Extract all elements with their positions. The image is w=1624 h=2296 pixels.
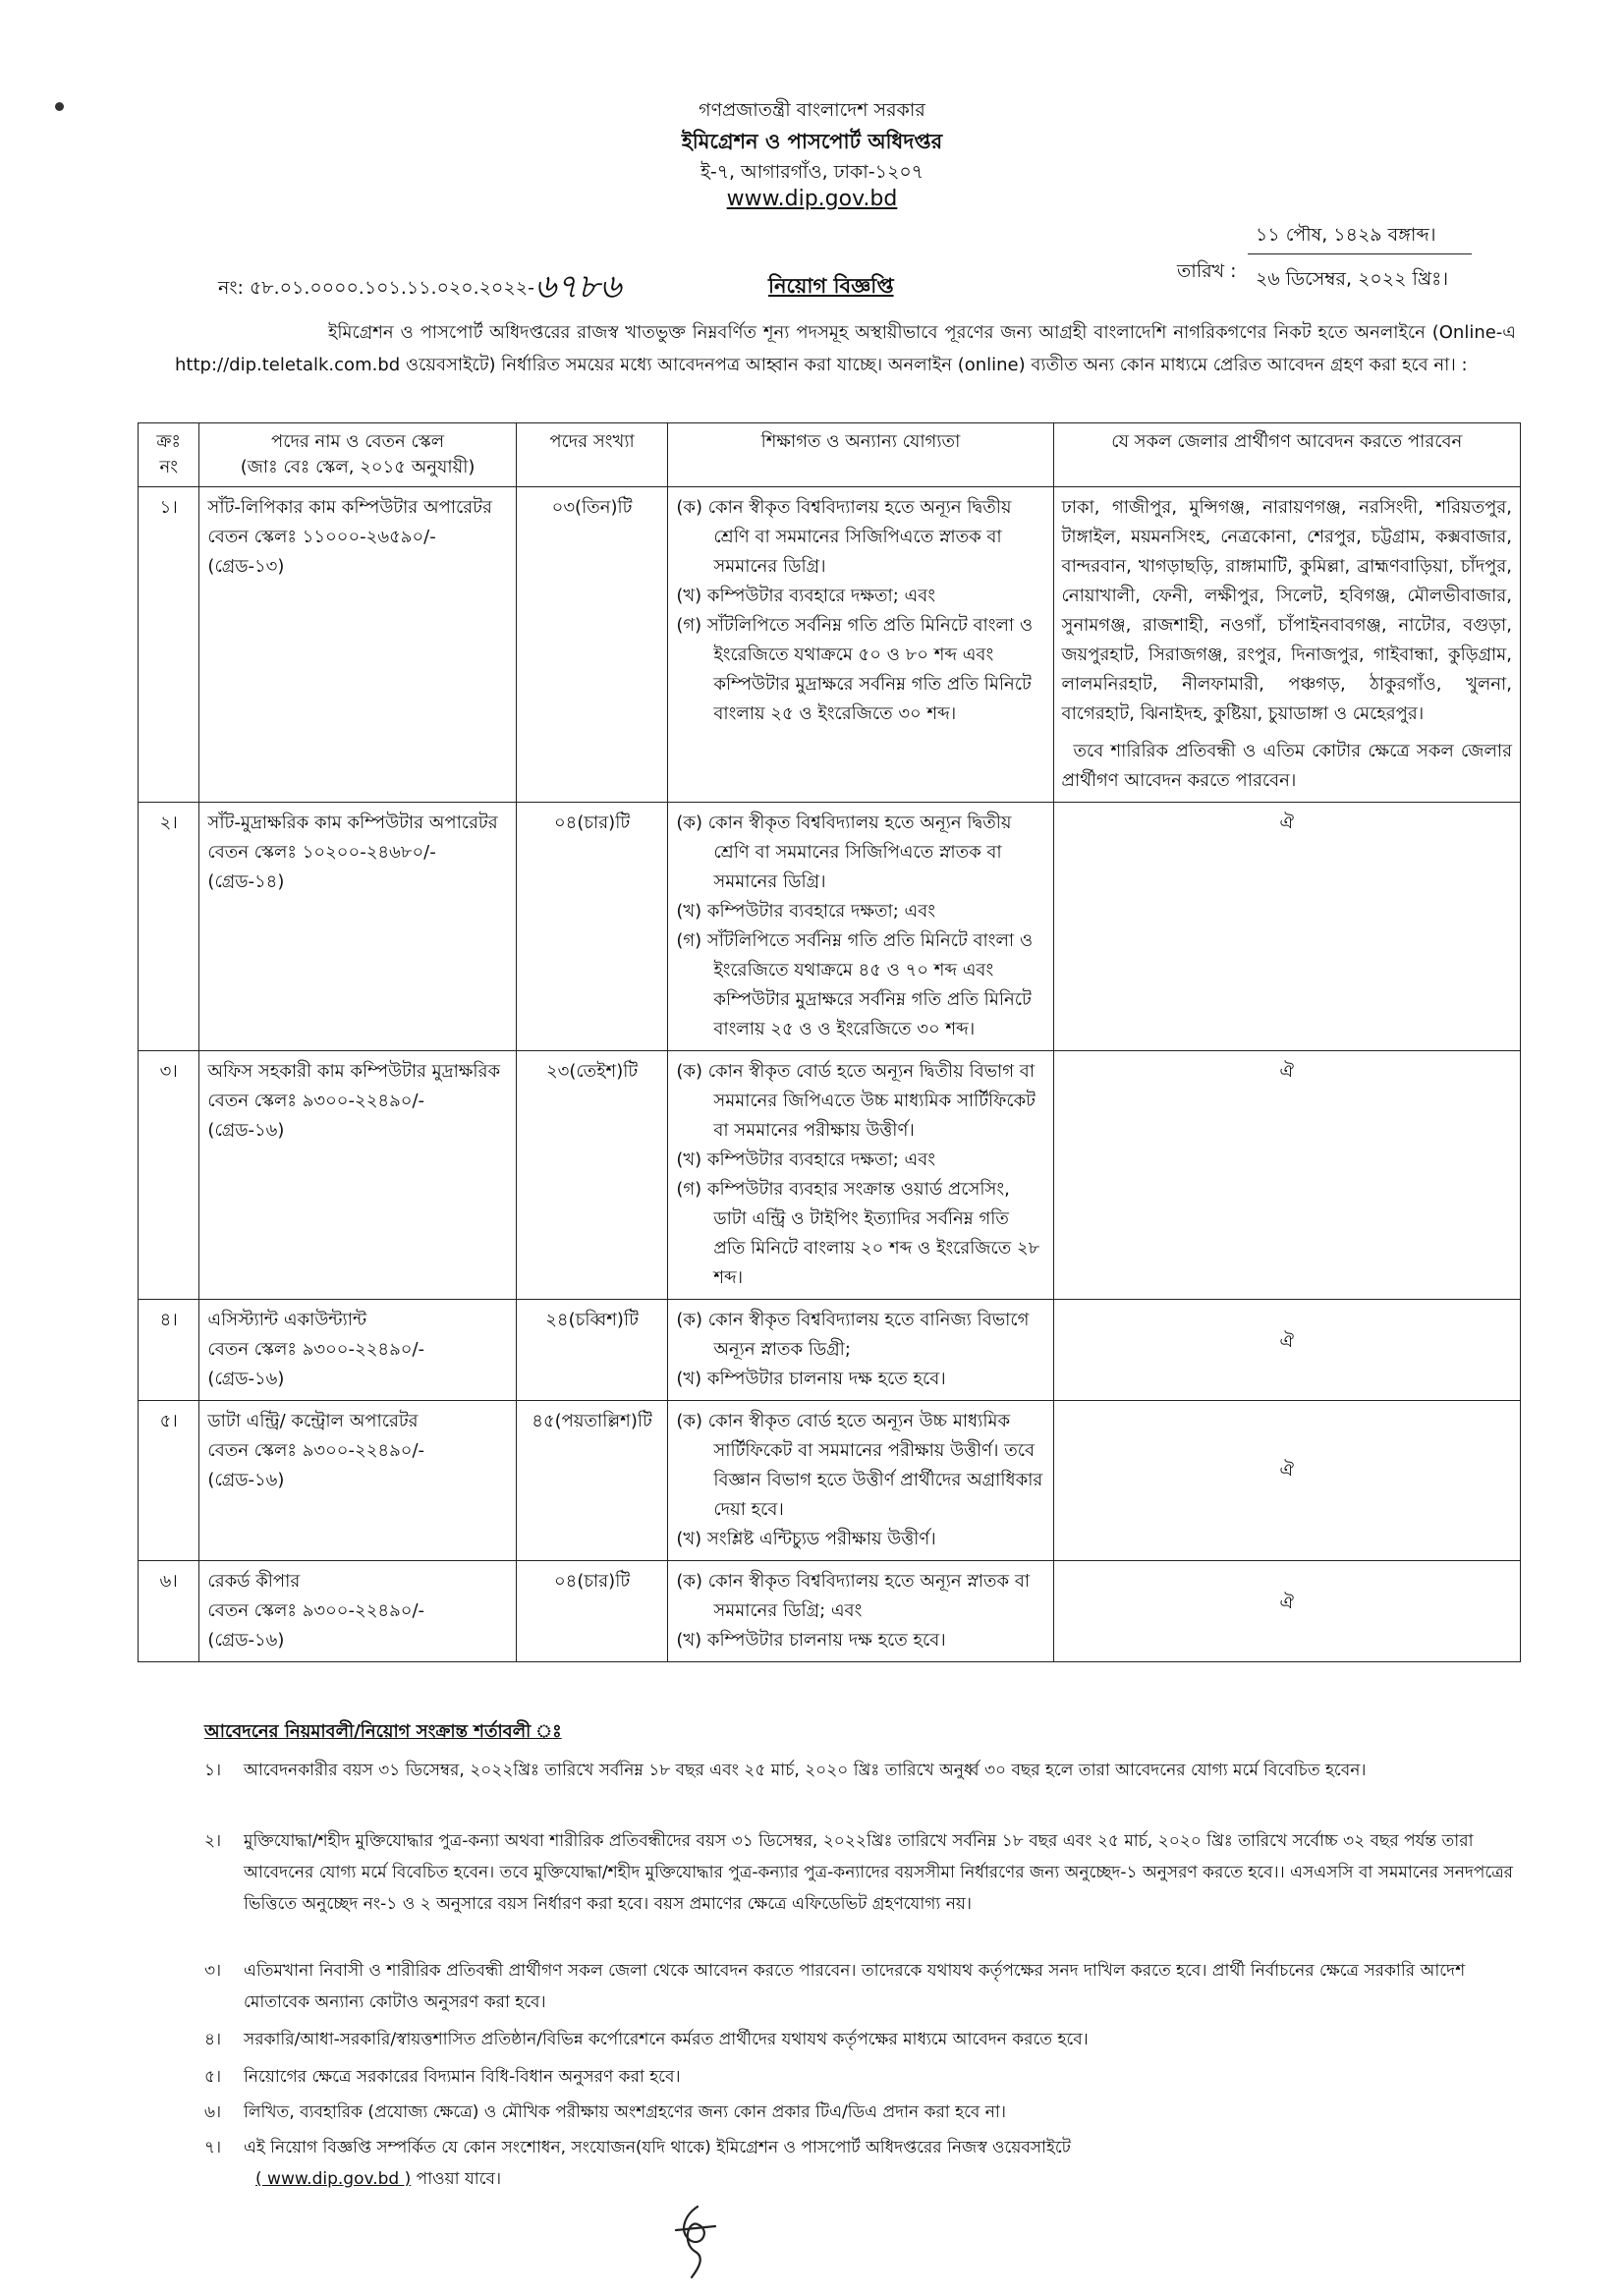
intro-paragraph: ইমিগ্রেশন ও পাসপোর্ট অধিদপ্তরের রাজস্ব খাতভুক্ত নিম্নবর্ণিত শূন্য পদসমূহ অস্থায়ীভাবে পূরণের জন্য আগ্রহী বাংলাদেশি নাগরিকগণের নিকট হতে অনলাইনে (Online-এ http://dip.teletalk.com.bd ওয়েবসাইটে) নির্ধারিত সময়ের মধ্যে আবেদনপত্র আহ্বান করা যাচ্ছে। অনলাইন (online) ব্যতীত অন্য কোন মাধ্যমে প্রেরিত আবেদন গ্রহণ করা হবে না। : xyxy=(175,322,1516,375)
row-sl: ৩। xyxy=(139,1051,199,1300)
rule-item xyxy=(204,2097,1521,2128)
header-post xyxy=(199,423,516,487)
rule-number: ৭। xyxy=(204,2138,222,2157)
qualification-item: (খ) কম্পিউটার চালনায় দক্ষ হতে হবে। xyxy=(676,1369,946,1389)
rule-text-after: পাওয়া যাবে। xyxy=(416,2169,502,2189)
row-qualifications xyxy=(668,1300,1053,1401)
qualification-item: (গ) সাঁটলিপিতে সর্বনিম্ন গতি প্রতি মিনিটে বাংলা ও ইংরেজিতে যথাক্রমে ৫০ ও ৮০ শব্দ এবং কম্পিউটার মুদ্রাক্ষরে সর্বনিম্ন গতি প্রতি মিনিটে বাংলায় ২৫ ও ইংরেজিতে ৩০ শব্দ। xyxy=(676,615,1034,724)
memo-handwritten-number: ৬৭৮৬ xyxy=(533,267,622,307)
row-qualifications xyxy=(668,1401,1053,1561)
row-districts xyxy=(1053,487,1520,803)
row-qualifications xyxy=(668,1561,1053,1662)
rules-title: আবেদনের নিয়মাবলী/নিয়োগ সংক্রান্ত শর্তাবলী ঃ xyxy=(204,1721,562,1742)
date-bangla: ১১ পৌষ, ১৪২৯ বঙ্গাব্দ। xyxy=(1256,224,1436,246)
qualification-item: (খ) কম্পিউটার ব্যবহারে দক্ষতা; এবং xyxy=(676,1149,935,1170)
header-qualification: শিক্ষাগত ও অন্যান্য যোগ্যতা xyxy=(668,423,1053,487)
rule-text: আবেদনকারীর বয়স ৩১ ডিসেম্বর, ২০২২খ্রিঃ তারিখে সর্বনিম্ন ১৮ বছর এবং ২৫ মার্চ, ২০২০ খ্রিঃ তারিখে অনুর্ধ্ব ৩০ বছর হলে তারা আবেদনের যোগ্য মর্মে বিবেচিত হবেন। xyxy=(244,1761,1367,1780)
rule-item xyxy=(204,1825,1521,1920)
district-note: তবে শারিরিক প্রতিবন্ধী ও এতিম কোটার ক্ষেত্রে সকল জেলার প্রার্থীগণ আবেদন করতে পারবেন। xyxy=(1061,741,1512,791)
row-post xyxy=(199,803,516,1051)
qualification-item: (ক) কোন স্বীকৃত বোর্ড হতে অন্যূন দ্বিতীয় বিভাগ বা সমমানের জিপিএতে উচ্চ মাধ্যমিক সার্টিফিকেট বা সমমানের পরীক্ষায় উত্তীর্ণ। xyxy=(676,1061,1036,1141)
table-row xyxy=(139,803,1521,1051)
post-name: সাঁট-লিপিকার কাম কম্পিউটার অপারেটর xyxy=(207,497,492,518)
rule-text xyxy=(244,2132,1521,2195)
department-address: ই-৭, আগারগাঁও, ঢাকা-১২০৭ xyxy=(700,161,924,183)
posts-table xyxy=(138,422,1521,1662)
qualification-item: (খ) কম্পিউটার ব্যবহারে দক্ষতা; এবং xyxy=(676,586,935,606)
table-row xyxy=(139,1401,1521,1561)
grade: (গ্রেড-১৬) xyxy=(207,1369,285,1389)
rule-number: ১। xyxy=(204,1761,222,1780)
date-divider xyxy=(1248,253,1472,254)
row-districts-same: ঐ xyxy=(1053,1401,1520,1561)
pay-scale: বেতন স্কেলঃ ৯৩০০-২২৪৯০/- xyxy=(207,1091,425,1111)
header-post-subtitle: (জাঃ বেঃ স্কেল, ২০১৫ অনুযায়ী) xyxy=(240,457,476,477)
memo-number-text: নং: ৫৮.০১.০০০০.১০১.১১.০২০.২০২২- xyxy=(218,277,534,299)
row-districts-same: ঐ xyxy=(1053,1300,1520,1401)
row-count: ০৪(চার)টি xyxy=(516,803,668,1051)
rule-number: ৩। xyxy=(204,1961,222,1981)
header-post-title: পদের নাম ও বেতন স্কেল xyxy=(271,431,445,452)
grade: (গ্রেড-১৪) xyxy=(207,871,285,892)
memo-number xyxy=(218,257,621,313)
rule-item xyxy=(204,2132,1521,2195)
grade: (গ্রেড-১৩) xyxy=(207,556,285,577)
rule-item xyxy=(204,2061,1521,2093)
row-sl: ৬। xyxy=(139,1561,199,1662)
qualification-item: (খ) কম্পিউটার চালনায় দক্ষ হতে হবে। xyxy=(676,1630,946,1651)
department-name: ইমিগ্রেশন ও পাসপোর্ট অধিদপ্তর xyxy=(681,130,943,153)
rule-text: সরকারি/আধা-সরকারি/স্বায়ত্তশাসিত প্রতিষ্ঠান/বিভিন্ন কর্পোরেশনে কর্মরত প্রার্থীদের যথাযথ কর্তৃপক্ষের মাধ্যমে আবেদন করতে হবে। xyxy=(244,2030,1089,2049)
row-post xyxy=(199,1401,516,1561)
row-qualifications xyxy=(668,487,1053,803)
table-header-row xyxy=(139,423,1521,487)
pay-scale: বেতন স্কেলঃ ১০২০০-২৪৬৮০/- xyxy=(207,842,436,863)
district-list: ঢাকা, গাজীপুর, মুন্সিগঞ্জ, নারায়ণগঞ্জ, নরসিংদী, শরিয়তপুর, টাঙ্গাইল, ময়মনসিংহ, নেত্রকোনা, শেরপুর, চট্টগ্রাম, কক্সবাজার, বান্দরবান, খাগড়াছড়ি, রাঙ্গামাটি, কুমিল্লা, ব্রাহ্মণবাড়িয়া, চাঁদপুর, নোয়াখালী, ফেনী, লক্ষীপুর, সিলেট, হবিগঞ্জ, মৌলভীবাজার, সুনামগঞ্জ, রাজশাহী, নওগাঁ, চাঁপাইনবাবগঞ্জ, নাটোর, বগুড়া, জয়পুরহাট, সিরাজগঞ্জ, রংপুর, দিনাজপুর, গাইবান্ধা, কুড়িগ্রাম, লালমনিরহাট, নীলফামারী, পঞ্চগড়, ঠাকুরগাঁও, খুলনা, বাগেরহাট, ঝিনাইদহ, কুষ্টিয়া, চুয়াডাঙ্গা ও মেহেরপুর। xyxy=(1061,497,1512,724)
table-row xyxy=(139,1300,1521,1401)
row-sl: ১। xyxy=(139,487,199,803)
row-count: ০৪(চার)টি xyxy=(516,1561,668,1662)
row-sl: ২। xyxy=(139,803,199,1051)
row-post xyxy=(199,487,516,803)
qualification-item: (গ) সাঁটলিপিতে সর্বনিম্ন গতি প্রতি মিনিটে বাংলা ও ইংরেজিতে যথাক্রমে ৪৫ ও ৭০ শব্দ এবং কম্পিউটার মুদ্রাক্ষরে সর্বনিম্ন গতি প্রতি মিনিটে বাংলায় ২৫ ও ও ইংরেজিতে ৩০ শব্দ। xyxy=(676,930,1034,1039)
row-count: ০৩(তিন)টি xyxy=(516,487,668,803)
row-count: ২৩(তেইশ)টি xyxy=(516,1051,668,1300)
rule-text: লিখিত, ব্যবহারিক (প্রযোজ্য ক্ষেত্রে) ও মৌখিক পরীক্ষায় অংশগ্রহণের জন্য কোন প্রকার টিএ/ডিএ প্রদান করা হবে না। xyxy=(244,2102,1006,2122)
qualification-item: (খ) কম্পিউটার ব্যবহারে দক্ষতা; এবং xyxy=(676,901,935,922)
row-sl: ৫। xyxy=(139,1401,199,1561)
rule-item xyxy=(204,1755,1521,1786)
qualification-item: (ক) কোন স্বীকৃত বিশ্ববিদ্যালয় হতে অন্যূন দ্বিতীয় শ্রেণি বা সমমানের সিজিপিএতে স্নাতক বা সমমানের ডিগ্রি। xyxy=(676,812,1012,892)
grade: (গ্রেড-১৬) xyxy=(207,1470,285,1490)
table-row xyxy=(139,1051,1521,1300)
notice-title: নিয়োগ বিজ্ঞপ্তি xyxy=(768,274,894,298)
date-label: তারিখ : xyxy=(1177,260,1237,282)
table-row xyxy=(139,487,1521,803)
post-name: রেকর্ড কীপার xyxy=(207,1571,301,1592)
signature-mark xyxy=(668,2201,727,2283)
row-qualifications xyxy=(668,803,1053,1051)
row-districts-same: ঐ xyxy=(1053,1051,1520,1300)
rule-text-main: এই নিয়োগ বিজ্ঞপ্তি সম্পর্কিত যে কোন সংশোধন, সংযোজন(যদি থাকে) ইমিগ্রেশন ও পাসপোর্ট অধিদপ্তরের নিজস্ব ওয়েবসাইটে xyxy=(244,2138,1071,2157)
date-english: ২৬ ডিসেম্বর, ২০২২ খ্রিঃ। xyxy=(1256,268,1449,290)
row-sl: ৪। xyxy=(139,1300,199,1401)
rule-text: এতিমখানা নিবাসী ও শারীরিক প্রতিবন্ধী প্রার্থীগণ সকল জেলা থেকে আবেদন করতে পারবেন। তাদেরকে যথাযথ কর্তৃপক্ষের সনদ দাখিল করতে হবে। প্রার্থী নির্বাচনের ক্ষেত্রে সরকারি আদেশ মোতাবেক অন্যান্য কোটাও অনুসরণ করা হবে। xyxy=(244,1961,1466,2012)
post-name: এসিস্ট্যান্ট একাউন্ট্যান্ট xyxy=(207,1310,367,1330)
header-sl: ক্রঃ নং xyxy=(139,423,199,487)
post-name: সাঁট-মুদ্রাক্ষরিক কাম কম্পিউটার অপারেটর xyxy=(207,812,498,833)
website-link[interactable]: www.dip.gov.bd xyxy=(726,187,898,211)
rule-number: ৪। xyxy=(204,2030,222,2049)
row-count: ৪৫(পয়তাল্লিশ)টি xyxy=(516,1401,668,1561)
grade: (গ্রেড-১৬) xyxy=(207,1630,285,1651)
row-post xyxy=(199,1561,516,1662)
qualification-item: (গ) কম্পিউটার ব্যবহার সংক্রান্ত ওয়ার্ড প্রসেসিং, ডাটা এন্ট্রি ও টাইপিং ইত্যাদির সর্বনিম্ন গতি প্রতি মিনিটে বাংলায় ২০ শব্দ ও ইংরেজিতে ২৮ শব্দ। xyxy=(676,1179,1040,1288)
header-count: পদের সংখ্যা xyxy=(516,423,668,487)
post-name: অফিস সহকারী কাম কম্পিউটার মুদ্রাক্ষরিক xyxy=(207,1061,501,1082)
qualification-item: (ক) কোন স্বীকৃত বিশ্ববিদ্যালয় হতে বানিজ্য বিভাগে অন্যূন স্নাতক ডিগ্রী; xyxy=(676,1310,1030,1360)
row-count: ২৪(চব্বিশ)টি xyxy=(516,1300,668,1401)
pay-scale: বেতন স্কেলঃ ১১০০০-২৬৫৯০/- xyxy=(207,527,436,547)
qualification-item: (খ) সংশ্লিষ্ট এন্টিচ্যুড পরীক্ষায় উত্তীর্ণ। xyxy=(676,1529,936,1549)
row-districts-same: ঐ xyxy=(1053,803,1520,1051)
grade: (গ্রেড-১৬) xyxy=(207,1120,285,1141)
pay-scale: বেতন স্কেলঃ ৯৩০০-২২৪৯০/- xyxy=(207,1600,425,1621)
govt-name: গণপ্রজাতন্ত্রী বাংলাদেশ সরকার xyxy=(699,99,925,121)
pay-scale: বেতন স্কেলঃ ৯৩০০-২২৪৯০/- xyxy=(207,1440,425,1461)
qualification-item: (ক) কোন স্বীকৃত বিশ্ববিদ্যালয় হতে অন্যূন দ্বিতীয় শ্রেণি বা সমমানের সিজিপিএতে স্নাতক বা সমমানের ডিগ্রি। xyxy=(676,497,1012,577)
post-name: ডাটা এন্ট্রি/ কন্ট্রোল অপারেটর xyxy=(207,1411,419,1431)
pay-scale: বেতন স্কেলঃ ৯৩০০-২২৪৯০/- xyxy=(207,1339,425,1360)
qualification-item: (ক) কোন স্বীকৃত বোর্ড হতে অন্যূন উচ্চ মাধ্যমিক সার্টিফিকেট বা সমমানের পরীক্ষায় উত্তীর্ণ। তবে বিজ্ঞান বিভাগ হতে উত্তীর্ণ প্রার্থীদের অগ্রাধিকার দেয়া হবে। xyxy=(676,1411,1043,1520)
rule-item xyxy=(204,2024,1521,2055)
row-districts-same: ঐ xyxy=(1053,1561,1520,1662)
row-post xyxy=(199,1300,516,1401)
rule-item xyxy=(204,1955,1521,2018)
rule-text: নিয়োগের ক্ষেত্রে সরকারের বিদ্যমান বিধি-বিধান অনুসরণ করা হবে। xyxy=(244,2067,681,2087)
table-row xyxy=(139,1561,1521,1662)
qualification-item: (ক) কোন স্বীকৃত বিশ্ববিদ্যালয় হতে অন্যূন স্নাতক বা সমমানের ডিগ্রি; এবং xyxy=(676,1571,1031,1621)
rule-website-link[interactable]: ( www.dip.gov.bd ) xyxy=(255,2169,412,2189)
rule-number: ২। xyxy=(204,1831,222,1851)
row-qualifications xyxy=(668,1051,1053,1300)
header-districts: যে সকল জেলার প্রার্থীগণ আবেদন করতে পারবেন xyxy=(1053,423,1520,487)
row-post xyxy=(199,1051,516,1300)
rule-text: মুক্তিযোদ্ধা/শহীদ মুক্তিযোদ্ধার পুত্র-কন্যা অথবা শারীরিক প্রতিবন্ধীদের বয়স ৩১ ডিসেম্বর, ২০২২খ্রিঃ তারিখে সর্বনিম্ন ১৮ বছর এবং ২৫ মার্চ, ২০২০ খ্রিঃ তারিখে সর্বোচ্চ ৩২ বছর পর্যন্ত তারা আবেদনের যোগ্য মর্মে বিবেচিত হবেন। তবে মুক্তিযোদ্ধা/শহীদ মুক্তিযোদ্ধার পুত্র-কন্যার পুত্র-কন্যাদের বয়সসীমা নির্ধারণের জন্য অনুচ্ছেদ-১ অনুসরণ করতে হবে।। এসএসসি বা সমমানের সনদপত্রের ভিত্তিতে অনুচ্ছেদ নং-১ ও ২ অনুসারে বয়স নির্ধারণ করা হবে। বয়স প্রমাণের ক্ষেত্রে এফিডেভিট গ্রহণযোগ্য নয়। xyxy=(244,1831,1514,1914)
rule-number: ৫। xyxy=(204,2067,222,2087)
rule-number: ৬। xyxy=(204,2102,222,2122)
